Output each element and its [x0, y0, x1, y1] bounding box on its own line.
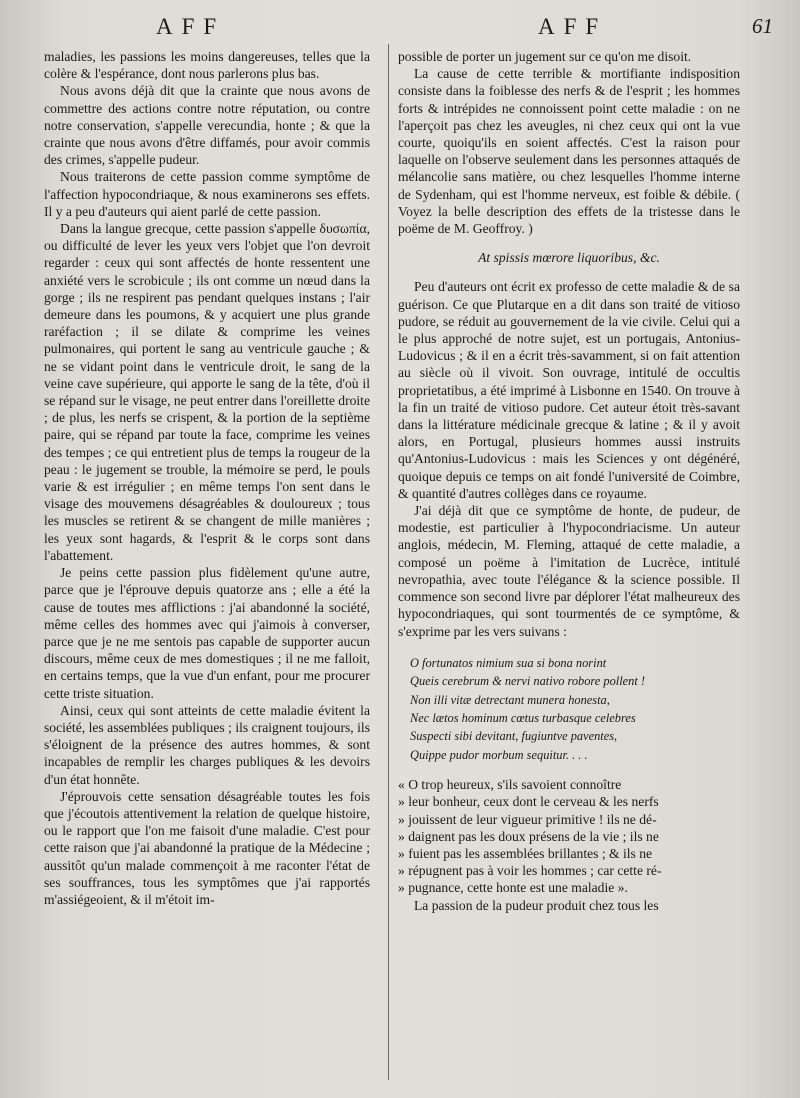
poem-line: Queis cerebrum & nervi nativo robore pollent ! — [410, 674, 646, 689]
poem-line: Suspecti sibi devitant, fugiuntve paventes, — [410, 729, 618, 744]
poem-line: O fortunatos nimium sua si bona norint — [410, 655, 607, 670]
centered-citation: At spissis mœrore liquoribus, &c. — [478, 250, 660, 266]
running-head-left: AFF — [156, 14, 226, 39]
poem-line: Nec lætos hominum cœtus turbasque celebres — [410, 710, 636, 725]
column-divider — [388, 44, 389, 1080]
last-line: La passion de la pudeur produit chez tous les — [414, 897, 659, 913]
poem-line: Non illi vitæ detrectant munera honesta, — [410, 692, 610, 707]
paragraph: J'ai déjà dit que ce symptôme de honte, de pudeur, de modestie, est particulier à l'hypocondriacisme. Un auteur anglois, médecin, M. Fleming, attaqué de cette maladie, a composé un poëme à l'imitation de Lucrèce, intitulé nevropathia, avec toute l'élégance & la science possible. Il commence son second livre par déplorer l'état malheureux des hypocondriaques, qui sont tourmentés de ce symptôme, & s'exprime par les vers suivans : — [398, 503, 740, 639]
poem-line: Quippe pudor morbum sequitur. . . . — [410, 747, 588, 762]
right-column — [398, 48, 740, 914]
paragraph: J'éprouvois cette sensation désagréable toutes les fois que j'écoutois attentivement la relation de quelque histoire, ou le rapport que l'on me faisoit d'une maladie. C'est pour cette raison que j'ai abandonné la pratique de la Médecine ; aussitôt qu'un malade commençoit à me raconter l'état de ses souffrances, tous les symptômes que j'ai rapportés m'assiégeoient, & il m'étoit im- — [44, 788, 370, 907]
quote-line: » daignent pas les doux présens de la vie ; ils ne — [398, 828, 659, 844]
paragraph: Nous avons déjà dit que la crainte que nous avons de commettre des actions contre notre réputation, ou contre notre conservation, s'appelle verecundia, honte ; & que la crainte que nous avons d'être diffamés, pour avoir commis des crimes, s'appelle pudeur. — [44, 83, 370, 168]
page-number: 61 — [752, 14, 773, 38]
quote-line: » fuient pas les assemblées brillantes ; & ils ne — [398, 845, 653, 861]
paragraph: Dans la langue grecque, cette passion s'appelle δυσωπία, ou difficulté de lever les yeux vers l'objet que l'on devroit regarder : ceux qui sont affectés de honte ressentent une anxiété vers le scrobicule ; ils ont comme un nœud dans la gorge ; ils ne respirent pas pendant quelques instans ; l'air demeure dans les poumons, & y acquiert une plus grande raréfaction ; il se dilate & comprime les veines pulmonaires, qui portent le sang au ventricule gauche ; & ne se vidant point dans le ventricule droit, le sang de la veine cave supérieure, qui apporte le sang de la tête, d'où il se répand sur le visage, ne peut entrer dans l'oreillette droite ; de plus, les nerfs se crispent, & la portion de la septième paire, qui se répand par toute la face, comprime les veines des tempes ; ce qui entretient plus de temps la rougeur de la peau : le jugement se trouble, la mémoire se perd, le pouls varie & est irrégulier ; en même temps l'on sent dans le visage des mouvemens désagréables & douloureux ; tous les muscles se retirent & se changent de mille manières ; les yeux sont hagards, & l'esprit & le corps sont dans l'abattement. — [44, 221, 370, 563]
latin-poem — [410, 654, 740, 764]
paragraph: Je peins cette passion plus fidèlement qu'une autre, parce que je l'éprouve depuis quatorze ans ; elle a été la cause de toutes mes afflictions : j'ai abandonné la société, même celles des hommes avec qui j'aimois à converser, parce que je ne me sentois pas capable de supporter aucun discours, même ceux de mes domestiques ; il ne me falloit, en certains temps, que la vue d'un enfant, pour me procurer cette triste situation. — [44, 565, 370, 701]
paragraph: possible de porter un jugement sur ce qu'on me disoit. — [398, 49, 692, 64]
quote-line: » répugnent pas à voir les hommes ; car cette ré- — [398, 863, 662, 879]
quote-line: « O trop heureux, s'ils savoient connoître — [398, 777, 622, 793]
paragraph: maladies, les passions les moins dangereuses, telles que la colère & l'espérance, dont nous parlerons plus bas. — [44, 49, 370, 82]
paragraph: La cause de cette terrible & mortifiante indisposition consiste dans la foiblesse des nerfs & de l'esprit ; les hommes forts & intrépides ne connoissent point cette maladie : on ne l'aperçoit pas chez les aveugles, ni chez ceux qui ont la vue courte, quoiqu'ils en soient affectés. C'est la raison pour laquelle on l'observe seulement dans les personnes attaqués de mélancolie sans matière, ou chez lesquelles l'homme interne de Sydenham, qui est l'homme nerveux, est foible & débile. ( Voyez la belle description des effets de la tristesse dans le poëme de M. Geoffroy. ) — [398, 66, 740, 237]
running-head-right: AFF — [538, 14, 608, 39]
french-translation-quote — [398, 776, 740, 896]
quote-line: » jouissent de leur vigueur primitive ! ils ne dé- — [398, 811, 657, 827]
paragraph: Nous traiterons de cette passion comme symptôme de l'affection hypocondriaque, & nous examinerons ses effets. Il y a peu d'auteurs qui aient parlé de cette passion. — [44, 169, 370, 219]
paragraph: Ainsi, ceux qui sont atteints de cette maladie évitent la société, les assemblées publiques ; ils craignent toujours, ils s'éloignent de la présence des autres hommes, & sont incapables de remplir les charges publiques & les devoirs d'un état honnête. — [44, 702, 370, 787]
left-column — [44, 48, 370, 908]
quote-line: » pugnance, cette honte est une maladie ». — [398, 880, 628, 896]
quote-line: » leur bonheur, ceux dont le cerveau & les nerfs — [398, 794, 659, 810]
paragraph: Peu d'auteurs ont écrit ex professo de cette maladie & de sa guérison. Ce que Plutarque en a dit dans son traité de vitioso pudore, se réduit au gouvernement de la vie civile. Celui qui a le plus approché de notre sujet, est un portugais, Antonius-Ludovicus ; & il en a écrit très-savamment, si on fait attention au siècle où il vivoit. Son ouvrage, intitulé de occultis proprietatibus, a été imprimé à Lisbonne en 1540. On trouve à la fin un traité de vitioso pudore. Cet auteur étoit très-savant dans la littérature médicinale grecque & latine ; & il y avoit alors, en Portugal, plusieurs hommes aussi instruits qu'Antonius-Ludovicus : mais les Sciences y ont dégénéré, quoique depuis ce temps on ait fondé l'université de Coimbre, & quantité d'autres collèges dans ce royaume. — [398, 279, 740, 501]
